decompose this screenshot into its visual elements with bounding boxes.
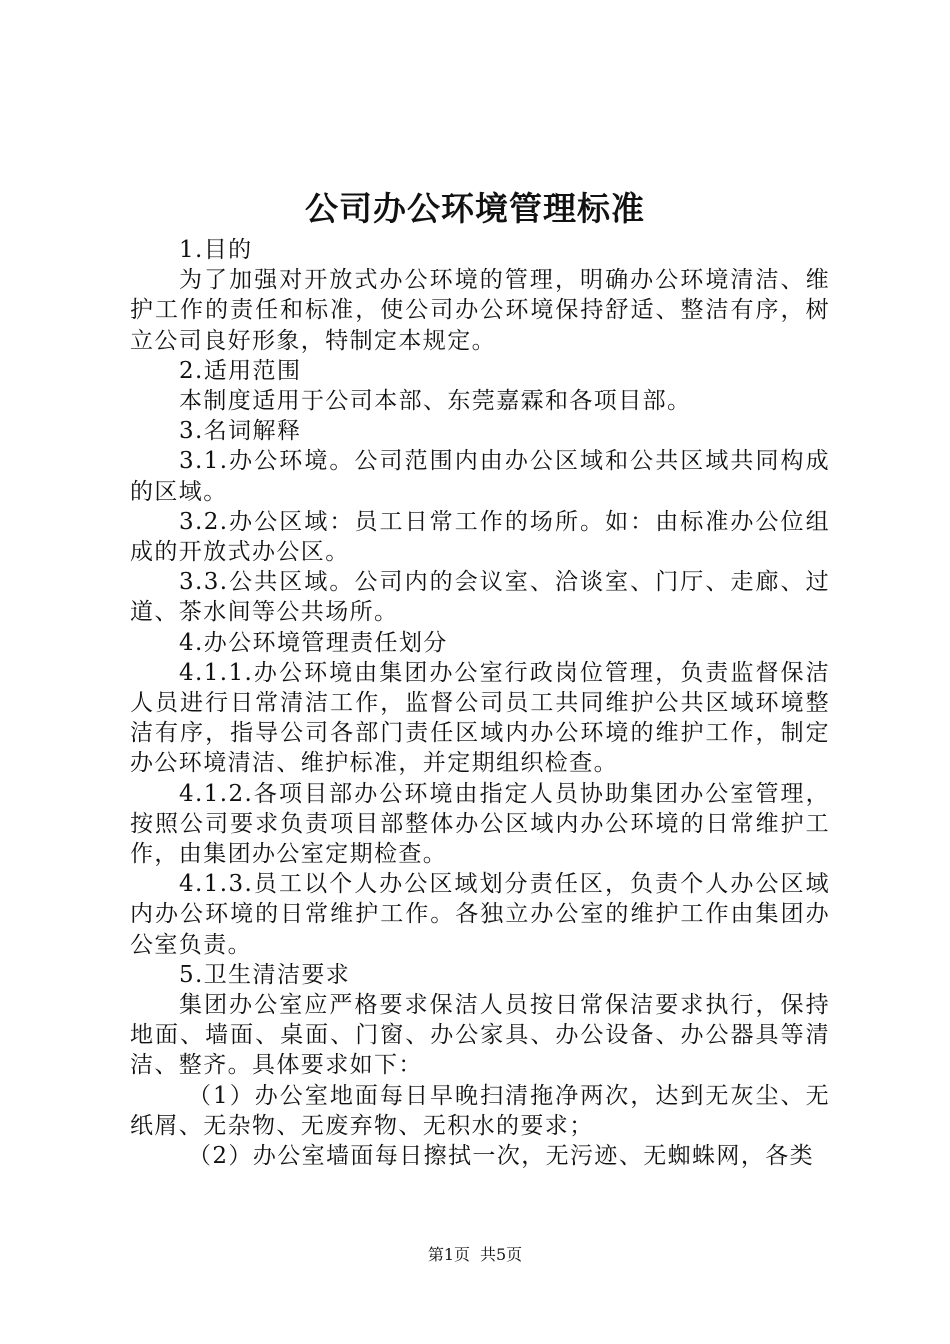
section-heading: 2.适用范围 <box>179 357 302 384</box>
list-item: （2）办公室墙面每日擦拭一次，无污迹、无蜘蛛网，各类 <box>188 1143 815 1170</box>
document-body <box>130 235 830 1171</box>
section-heading: 4.办公环境管理责任划分 <box>179 629 448 656</box>
paragraph: 4.1.2.各项目部办公环境由指定人员协助集团办公室管理，按照公司要求负责项目部整体办公区域内办公环境的日常维护工作，由集团办公室定期检查。 <box>130 780 830 868</box>
paragraph: 3.2.办公区域：员工日常工作的场所。如：由标准办公位组成的开放式办公区。 <box>130 508 830 566</box>
paragraph: 3.1.办公环境。公司范围内由办公区域和公共区域共同构成的区域。 <box>130 448 830 505</box>
paragraph: 4.1.1.办公环境由集团办公室行政岗位管理，负责监督保洁人员进行日常清洁工作，监督公司员工共同维护公共区域环境整洁有序，指导公司各部门责任区域内办公环境的维护工作，制定办公环境清洁、维护标准，并定期组织检查。 <box>130 659 830 777</box>
section-heading: 1.目的 <box>179 237 253 263</box>
paragraph: 本制度适用于公司本部、东莞嘉霖和各项目部。 <box>179 388 692 415</box>
paragraph: 3.3.公共区域。公司内的会议室、洽谈室、门厅、走廊、过道、茶水间等公共场所。 <box>130 569 830 626</box>
document-title: 公司办公环境管理标准 <box>305 189 645 228</box>
paragraph: 4.1.3.员工以个人办公区域划分责任区，负责个人办公区域内办公环境的日常维护工作。各独立办公室的维护工作由集团办公室负责。 <box>130 871 830 958</box>
page-footer <box>0 1244 950 1266</box>
page-total: 共5页 <box>480 1245 523 1264</box>
section-heading: 5.卫生清洁要求 <box>179 961 351 988</box>
list-item: （1）办公室地面每日早晚扫清拖净两次，达到无灰尘、无纸屑、无杂物、无废弃物、无积水的要求； <box>130 1082 830 1139</box>
section-heading: 3.名词解释 <box>179 418 302 445</box>
paragraph: 为了加强对开放式办公环境的管理，明确办公环境清洁、维护工作的责任和标准，使公司办公环境保持舒适、整洁有序，树立公司良好形象，特制定本规定。 <box>130 267 830 354</box>
paragraph: 集团办公室应严格要求保洁人员按日常保洁要求执行，保持地面、墙面、桌面、门窗、办公家具、办公设备、办公器具等清洁、整齐。具体要求如下： <box>130 992 830 1079</box>
page-number: 第1页 <box>427 1245 470 1264</box>
